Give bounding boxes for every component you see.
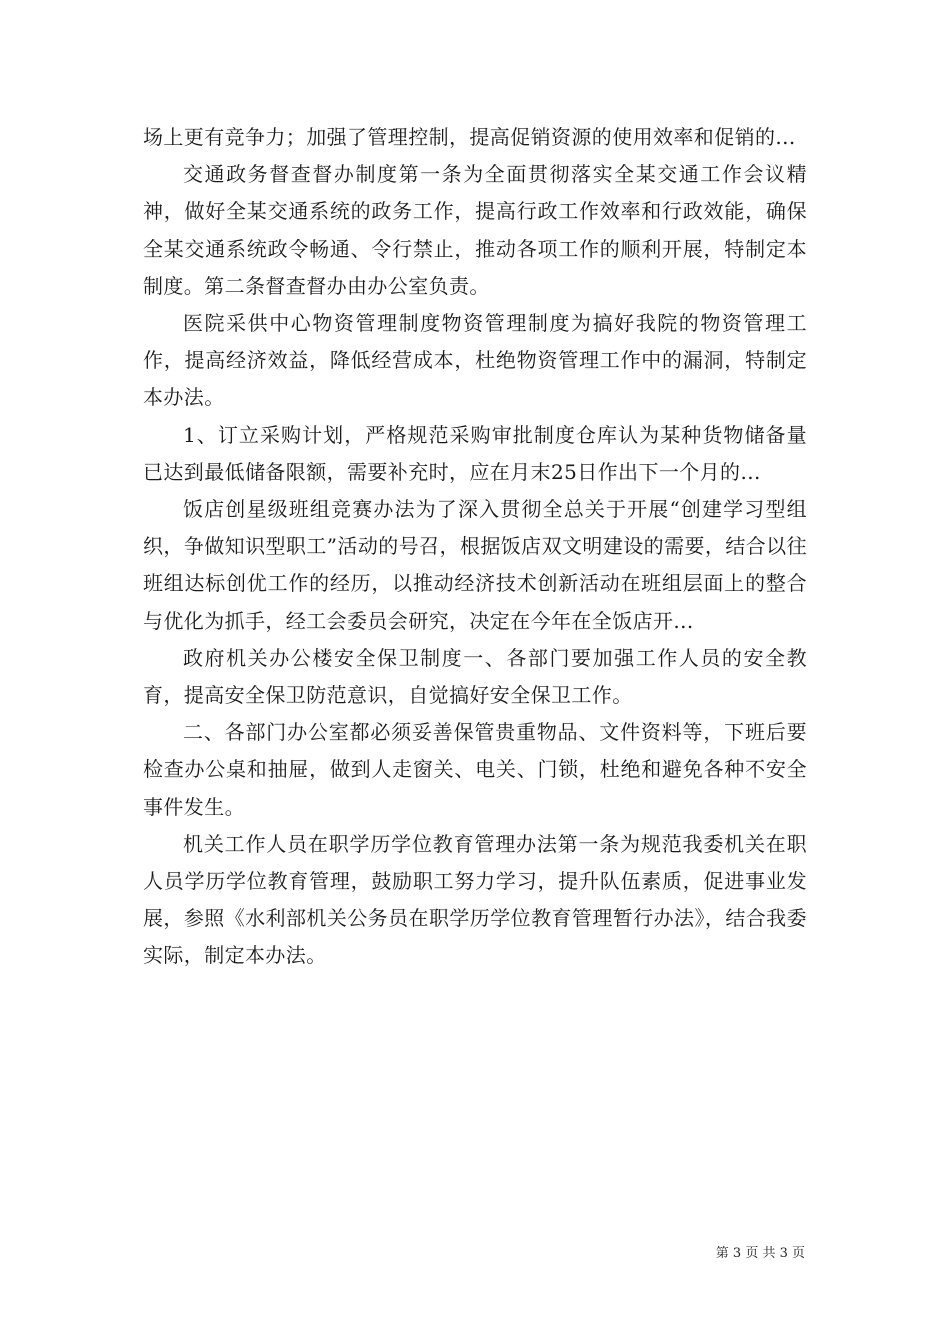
paragraph-5: 饭店创星级班组竞赛办法为了深入贯彻全总关于开展“创建学习型组织，争做知识型职工”活动的号召，根据饭店双文明建设的需要，结合以往班组达标创优工作的经历，以推动经济技术创新活动在班组层面上的整合与优化为抓手，经工会委员会研究，决定在今年在全饭店开... xyxy=(143,497,807,633)
page-number-footer: 第 3 页 共 3 页 xyxy=(715,1246,805,1261)
paragraph-3: 医院采供中心物资管理制度物资管理制度为搞好我院的物资管理工作，提高经济效益，降低经营成本，杜绝物资管理工作中的漏洞，特制定本办法。 xyxy=(143,311,807,410)
document-body xyxy=(143,119,807,975)
paragraph-4: 1、订立采购计划，严格规范采购审批制度仓库认为某种货物储备量已达到最低储备限额，需要补充时，应在月末25日作出下一个月的... xyxy=(143,422,807,484)
paragraph-2: 交通政务督查督办制度第一条为全面贯彻落实全某交通工作会议精神，做好全某交通系统的政务工作，提高行政工作效率和行政效能，确保全某交通系统政令畅通、令行禁止，推动各项工作的顺利开展，特制定本制度。第二条督查督办由办公室负责。 xyxy=(143,162,807,298)
paragraph-1: 场上更有竞争力；加强了管理控制，提高促销资源的使用效率和促销的... xyxy=(143,125,796,149)
paragraph-7: 二、各部门办公室都必须妥善保管贵重物品、文件资料等，下班后要检查办公桌和抽屉，做到人走窗关、电关、门锁，杜绝和避免各种不安全事件发生。 xyxy=(143,720,807,819)
paragraph-8: 机关工作人员在职学历学位教育管理办法第一条为规范我委机关在职人员学历学位教育管理，鼓励职工努力学习，提升队伍素质，促进事业发展，参照《水利部机关公务员在职学历学位教育管理暂行办法》，结合我委实际，制定本办法。 xyxy=(143,831,807,968)
paragraph-6: 政府机关办公楼安全保卫制度一、各部门要加强工作人员的安全教育，提高安全保卫防范意识，自觉搞好安全保卫工作。 xyxy=(143,645,807,708)
